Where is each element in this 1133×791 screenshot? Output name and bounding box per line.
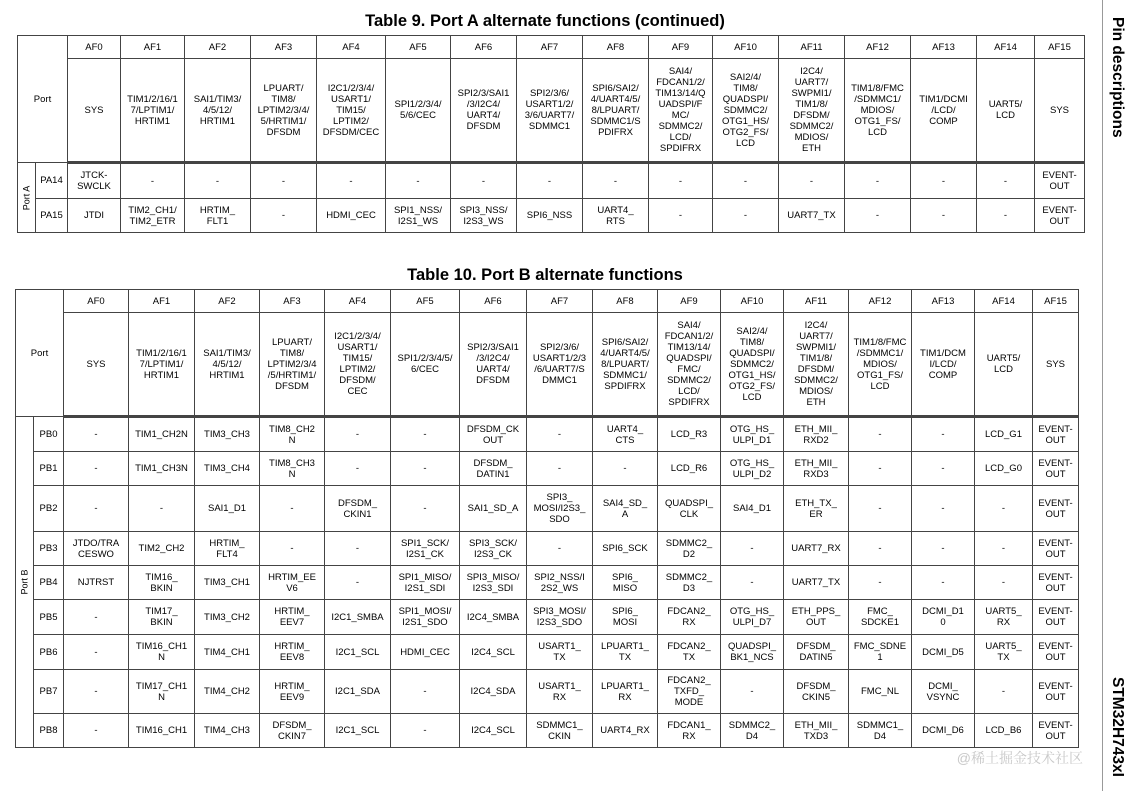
alternate-function-cell: SPI3_ MOSI/I2S3_ SDO	[527, 486, 593, 532]
alternate-function-cell: SPI2_NSS/I 2S2_WS	[527, 566, 593, 600]
alternate-function-cell: DFSDM_ CKIN5	[784, 670, 849, 714]
alternate-function-cell: -	[527, 532, 593, 566]
alternate-function-cell: -	[912, 532, 975, 566]
alternate-function-cell: HRTIM_ EEV7	[260, 600, 325, 635]
alternate-function-cell: -	[325, 417, 391, 452]
af-peripheral-list: SPI6/SAI2/ 4/UART4/5/ 8/LPUART/ SDMMC1/S PDIFRX	[583, 59, 649, 163]
alternate-function-cell: SDMMC1_ CKIN	[527, 714, 593, 748]
alternate-function-cell: EVENT- OUT	[1033, 486, 1079, 532]
pin-name: PB6	[34, 635, 64, 670]
pin-name: PB0	[34, 417, 64, 452]
alternate-function-cell: I2C1_SDA	[325, 670, 391, 714]
alternate-function-cell: -	[845, 199, 911, 233]
alternate-function-cell: SAI4_D1	[721, 486, 784, 532]
alternate-function-cell: QUADSPI_ BK1_NCS	[721, 635, 784, 670]
alternate-function-cell: -	[912, 417, 975, 452]
port-header: Port	[16, 290, 64, 417]
alternate-function-cell: I2C1_SMBA	[325, 600, 391, 635]
alternate-function-cell: LCD_R6	[658, 452, 721, 486]
alternate-function-cell: TIM1_CH3N	[129, 452, 195, 486]
af-peripheral-list: SPI2/3/6/ USART1/2/3 /6/UART7/S DMMC1	[527, 313, 593, 417]
alternate-function-cell: NJTRST	[64, 566, 129, 600]
alternate-function-cell: -	[129, 486, 195, 532]
port-group-text: Port B	[19, 569, 29, 595]
alternate-function-cell: SPI1_MOSI/ I2S1_SDO	[391, 600, 460, 635]
alternate-function-cell: -	[391, 417, 460, 452]
alternate-function-cell: I2C4_SDA	[460, 670, 527, 714]
alternate-function-cell: SAI4_SD_ A	[593, 486, 658, 532]
af-peripheral-list: SPI2/3/SAI1 /3/I2C4/ UART4/ DFSDM	[451, 59, 517, 163]
alternate-function-cell: -	[64, 417, 129, 452]
af-column-header: AF12	[845, 36, 911, 59]
alternate-function-cell: HDMI_CEC	[391, 635, 460, 670]
af-column-header: AF5	[391, 290, 460, 313]
alternate-function-cell: -	[391, 714, 460, 748]
af-column-header: AF1	[129, 290, 195, 313]
alternate-function-cell: -	[713, 163, 779, 199]
alternate-function-cell: EVENT- OUT	[1033, 452, 1079, 486]
alternate-function-cell: -	[721, 532, 784, 566]
af-peripheral-list: UART5/ LCD	[975, 313, 1033, 417]
alternate-function-cell: SPI1_MISO/ I2S1_SDI	[391, 566, 460, 600]
alternate-function-cell: -	[912, 486, 975, 532]
alternate-function-cell: TIM8_CH2 N	[260, 417, 325, 452]
alternate-function-cell: SPI1_NSS/ I2S1_WS	[386, 199, 451, 233]
alternate-function-cell: FDCAN2_ TXFD_ MODE	[658, 670, 721, 714]
alternate-function-cell: -	[721, 566, 784, 600]
pin-name: PB7	[34, 670, 64, 714]
alternate-function-cell: -	[975, 566, 1033, 600]
part-number: STM32H743xI	[1109, 677, 1126, 777]
alternate-function-cell: -	[64, 670, 129, 714]
pin-name: PB8	[34, 714, 64, 748]
pin-row	[18, 199, 1085, 233]
af-column-header: AF9	[649, 36, 713, 59]
alternate-function-cell: JTDI	[68, 199, 121, 233]
alternate-function-cell: SPI3_MISO/ I2S3_SDI	[460, 566, 527, 600]
alternate-function-cell: UART7_TX	[779, 199, 845, 233]
alternate-function-cell: -	[977, 199, 1035, 233]
af-peripheral-list: SYS	[1033, 313, 1079, 417]
alternate-function-cell: DFSDM_CK OUT	[460, 417, 527, 452]
alternate-function-cell: OTG_HS_ ULPI_D2	[721, 452, 784, 486]
alternate-function-cell: -	[849, 532, 912, 566]
af-peripheral-list: SPI2/3/6/ USART1/2/ 3/6/UART7/ SDMMC1	[517, 59, 583, 163]
alternate-function-cell: UART5_ RX	[975, 600, 1033, 635]
af-column-header: AF8	[593, 290, 658, 313]
alternate-function-cell: -	[849, 486, 912, 532]
alternate-function-cell: DFSDM_ CKIN1	[325, 486, 391, 532]
af-peripheral-list: SAI2/4/ TIM8/ QUADSPI/ SDMMC2/ OTG1_HS/ OTG2_FS/ LCD	[721, 313, 784, 417]
alternate-function-cell: UART4_RX	[593, 714, 658, 748]
alternate-function-cell: DFSDM_ DATIN1	[460, 452, 527, 486]
alternate-function-cell: DFSDM_ CKIN7	[260, 714, 325, 748]
alternate-function-cell: -	[975, 532, 1033, 566]
alternate-function-cell: SPI6_ MISO	[593, 566, 658, 600]
alternate-function-cell: -	[911, 163, 977, 199]
af-column-header: AF13	[912, 290, 975, 313]
pin-row	[16, 714, 1079, 748]
alternate-function-cell: -	[391, 452, 460, 486]
alternate-function-cell: TIM3_CH2	[195, 600, 260, 635]
af-column-header: AF11	[779, 36, 845, 59]
alternate-function-cell: TIM8_CH3 N	[260, 452, 325, 486]
af-column-header: AF3	[251, 36, 317, 59]
alternate-function-cell: -	[64, 486, 129, 532]
alternate-function-cell: SDMMC1_ D4	[849, 714, 912, 748]
alternate-function-cell: TIM4_CH3	[195, 714, 260, 748]
alternate-function-cell: -	[593, 452, 658, 486]
alternate-function-cell: TIM16_CH1	[129, 714, 195, 748]
port-group-label	[16, 417, 34, 748]
alternate-function-cell: -	[121, 163, 185, 199]
alternate-function-cell: I2C1_SCL	[325, 714, 391, 748]
alternate-function-cell: TIM3_CH4	[195, 452, 260, 486]
alternate-function-cell: TIM3_CH3	[195, 417, 260, 452]
af-column-header: AF10	[713, 36, 779, 59]
af-peripheral-list: I2C4/ UART7/ SWPMI1/ TIM1/8/ DFSDM/ SDMMC2/ MDIOS/ ETH	[779, 59, 845, 163]
table9-title: Table 9. Port A alternate functions (continued)	[365, 12, 725, 30]
alternate-function-cell: EVENT- OUT	[1033, 532, 1079, 566]
alternate-function-cell: -	[64, 600, 129, 635]
alternate-function-cell: OTG_HS_ ULPI_D1	[721, 417, 784, 452]
alternate-function-cell: -	[260, 532, 325, 566]
alternate-function-cell: LPUART1_ TX	[593, 635, 658, 670]
alternate-function-cell: -	[64, 635, 129, 670]
port-header: Port	[18, 36, 68, 163]
alternate-function-cell: FMC_NL	[849, 670, 912, 714]
pin-row	[16, 635, 1079, 670]
alternate-function-cell: USART1_ TX	[527, 635, 593, 670]
af-peripheral-list: SAI1/TIM3/ 4/5/12/ HRTIM1	[185, 59, 251, 163]
alternate-function-cell: SDMMC2_ D4	[721, 714, 784, 748]
af-peripheral-list: I2C1/2/3/4/ USART1/ TIM15/ LPTIM2/ DFSDM/CEC	[317, 59, 386, 163]
alternate-function-cell: -	[317, 163, 386, 199]
alternate-function-cell: I2C4_SCL	[460, 635, 527, 670]
alternate-function-cell: -	[649, 199, 713, 233]
alternate-function-cell: USART1_ RX	[527, 670, 593, 714]
alternate-function-cell: FDCAN1_ RX	[658, 714, 721, 748]
af-peripheral-list: TIM1/2/16/1 7/LPTIM1/ HRTIM1	[121, 59, 185, 163]
alternate-function-cell: EVENT- OUT	[1035, 163, 1085, 199]
af-peripheral-list: SAI4/ FDCAN1/2/ TIM13/14/Q UADSPI/F MC/ SDMMC2/ LCD/ SPDIFRX	[649, 59, 713, 163]
af-peripheral-list: I2C1/2/3/4/ USART1/ TIM15/ LPTIM2/ DFSDM/ CEC	[325, 313, 391, 417]
af-peripheral-list: SAI1/TIM3/ 4/5/12/ HRTIM1	[195, 313, 260, 417]
alternate-function-cell: -	[849, 566, 912, 600]
af-peripheral-list: SPI1/2/3/4/ 5/6/CEC	[386, 59, 451, 163]
pin-name: PA15	[36, 199, 68, 233]
watermark: @稀土掘金技术社区	[956, 750, 1083, 766]
af-column-header: AF4	[325, 290, 391, 313]
af-column-header: AF3	[260, 290, 325, 313]
alternate-function-cell: -	[325, 452, 391, 486]
alternate-function-cell: EVENT- OUT	[1033, 566, 1079, 600]
alternate-function-cell: QUADSPI_ CLK	[658, 486, 721, 532]
alternate-function-cell: -	[185, 163, 251, 199]
alternate-function-cell: DCMI_ VSYNC	[912, 670, 975, 714]
pin-row	[16, 600, 1079, 635]
af-peripheral-list: TIM1/DCMI /LCD/ COMP	[911, 59, 977, 163]
alternate-function-cell: HRTIM_ EEV8	[260, 635, 325, 670]
alternate-function-cell: HRTIM_ FLT1	[185, 199, 251, 233]
alternate-function-cell: OTG_HS_ ULPI_D7	[721, 600, 784, 635]
alternate-function-cell: -	[325, 566, 391, 600]
alternate-function-cell: -	[391, 670, 460, 714]
alternate-function-cell: EVENT- OUT	[1033, 600, 1079, 635]
alternate-function-cell: -	[517, 163, 583, 199]
alternate-function-cell: UART7_RX	[784, 532, 849, 566]
af-column-header: AF2	[195, 290, 260, 313]
port-b-table	[15, 289, 1079, 748]
af-column-header: AF7	[527, 290, 593, 313]
alternate-function-cell: -	[977, 163, 1035, 199]
af-column-header: AF0	[64, 290, 129, 313]
alternate-function-cell: -	[386, 163, 451, 199]
alternate-function-cell: UART4_ CTS	[593, 417, 658, 452]
af-peripheral-list: UART5/ LCD	[977, 59, 1035, 163]
af-peripheral-list: I2C4/ UART7/ SWPMI1/ TIM1/8/ DFSDM/ SDMMC2/ MDIOS/ ETH	[784, 313, 849, 417]
af-column-header: AF7	[517, 36, 583, 59]
af-peripheral-list: SPI2/3/SAI1 /3/I2C4/ UART4/ DFSDM	[460, 313, 527, 417]
af-peripheral-list: TIM1/2/16/1 7/LPTIM1/ HRTIM1	[129, 313, 195, 417]
alternate-function-cell: I2C4_SCL	[460, 714, 527, 748]
alternate-function-cell: ETH_MII_ RXD2	[784, 417, 849, 452]
af-column-header: AF0	[68, 36, 121, 59]
alternate-function-cell: TIM17_ BKIN	[129, 600, 195, 635]
pin-row	[16, 532, 1079, 566]
alternate-function-cell: DFSDM_ DATIN5	[784, 635, 849, 670]
alternate-function-cell: -	[721, 670, 784, 714]
alternate-function-cell: -	[527, 417, 593, 452]
alternate-function-cell: -	[325, 532, 391, 566]
alternate-function-cell: SAI1_SD_A	[460, 486, 527, 532]
alternate-function-cell: ETH_MII_ TXD3	[784, 714, 849, 748]
port-a-table	[17, 35, 1085, 233]
alternate-function-cell: -	[975, 486, 1033, 532]
alternate-function-cell: -	[649, 163, 713, 199]
port-group-label	[18, 163, 36, 233]
alternate-function-cell: SPI6_NSS	[517, 199, 583, 233]
alternate-function-cell: TIM2_CH2	[129, 532, 195, 566]
alternate-function-cell: HDMI_CEC	[317, 199, 386, 233]
af-column-header: AF6	[460, 290, 527, 313]
alternate-function-cell: UART5_ TX	[975, 635, 1033, 670]
af-column-header: AF14	[975, 290, 1033, 313]
alternate-function-cell: FMC_ SDCKE1	[849, 600, 912, 635]
alternate-function-cell: I2C4_SMBA	[460, 600, 527, 635]
alternate-function-cell: -	[849, 452, 912, 486]
alternate-function-cell: -	[912, 566, 975, 600]
af-column-header: AF12	[849, 290, 912, 313]
af-column-header: AF9	[658, 290, 721, 313]
pin-row	[16, 566, 1079, 600]
pin-name: PB2	[34, 486, 64, 532]
alternate-function-cell: TIM1_CH2N	[129, 417, 195, 452]
alternate-function-cell: -	[911, 199, 977, 233]
alternate-function-cell: -	[912, 452, 975, 486]
af-column-header: AF6	[451, 36, 517, 59]
alternate-function-cell: -	[527, 452, 593, 486]
alternate-function-cell: -	[849, 417, 912, 452]
pin-row	[16, 670, 1079, 714]
af-peripheral-list: SPI6/SAI2/ 4/UART4/5/ 8/LPUART/ SDMMC1/ SPDIFRX	[593, 313, 658, 417]
alternate-function-cell: JTCK- SWCLK	[68, 163, 121, 199]
alternate-function-cell: UART7_TX	[784, 566, 849, 600]
af-peripheral-list: SYS	[1035, 59, 1085, 163]
alternate-function-cell: DCMI_D6	[912, 714, 975, 748]
af-column-header: AF10	[721, 290, 784, 313]
alternate-function-cell: TIM2_CH1/ TIM2_ETR	[121, 199, 185, 233]
alternate-function-cell: HRTIM_ EEV9	[260, 670, 325, 714]
af-peripheral-list: SPI1/2/3/4/5/ 6/CEC	[391, 313, 460, 417]
af-column-header: AF15	[1035, 36, 1085, 59]
pin-row	[16, 417, 1079, 452]
alternate-function-cell: SPI1_SCK/ I2S1_CK	[391, 532, 460, 566]
af-peripheral-list: SAI2/4/ TIM8/ QUADSPI/ SDMMC2/ OTG1_HS/ OTG2_FS/ LCD	[713, 59, 779, 163]
alternate-function-cell: SPI6_ MOSI	[593, 600, 658, 635]
alternate-function-cell: TIM16_CH1 N	[129, 635, 195, 670]
alternate-function-cell: SPI3_SCK/ I2S3_CK	[460, 532, 527, 566]
alternate-function-cell: -	[583, 163, 649, 199]
pin-name: PB5	[34, 600, 64, 635]
pin-name: PB1	[34, 452, 64, 486]
alternate-function-cell: LCD_G0	[975, 452, 1033, 486]
alternate-function-cell: -	[64, 452, 129, 486]
alternate-function-cell: EVENT- OUT	[1033, 635, 1079, 670]
pin-name: PA14	[36, 163, 68, 199]
af-column-header: AF11	[784, 290, 849, 313]
alternate-function-cell: LCD_G1	[975, 417, 1033, 452]
alternate-function-cell: HRTIM_ FLT4	[195, 532, 260, 566]
pin-name: PB3	[34, 532, 64, 566]
af-column-header: AF15	[1033, 290, 1079, 313]
alternate-function-cell: SAI1_D1	[195, 486, 260, 532]
alternate-function-cell: -	[779, 163, 845, 199]
alternate-function-cell: EVENT- OUT	[1033, 714, 1079, 748]
margin-divider	[1102, 0, 1103, 791]
alternate-function-cell: -	[391, 486, 460, 532]
alternate-function-cell: FDCAN2_ RX	[658, 600, 721, 635]
af-column-header: AF4	[317, 36, 386, 59]
af-peripheral-list: LPUART/ TIM8/ LPTIM2/3/4/ 5/HRTIM1/ DFSDM	[251, 59, 317, 163]
alternate-function-cell: -	[64, 714, 129, 748]
alternate-function-cell: ETH_MII_ RXD3	[784, 452, 849, 486]
pin-row	[16, 486, 1079, 532]
alternate-function-cell: SPI3_MOSI/ I2S3_SDO	[527, 600, 593, 635]
alternate-function-cell: TIM3_CH1	[195, 566, 260, 600]
alternate-function-cell: -	[251, 163, 317, 199]
alternate-function-cell: TIM17_CH1 N	[129, 670, 195, 714]
alternate-function-cell: EVENT- OUT	[1035, 199, 1085, 233]
af-peripheral-list: SYS	[68, 59, 121, 163]
alternate-function-cell: TIM16_ BKIN	[129, 566, 195, 600]
alternate-function-cell: SPI3_NSS/ I2S3_WS	[451, 199, 517, 233]
alternate-function-cell: FMC_SDNE 1	[849, 635, 912, 670]
af-peripheral-list: TIM1/DCM I/LCD/ COMP	[912, 313, 975, 417]
alternate-function-cell: TIM4_CH2	[195, 670, 260, 714]
pin-row	[16, 452, 1079, 486]
af-column-header: AF1	[121, 36, 185, 59]
alternate-function-cell: SDMMC2_ D2	[658, 532, 721, 566]
alternate-function-cell: -	[713, 199, 779, 233]
pin-name: PB4	[34, 566, 64, 600]
table10-title: Table 10. Port B alternate functions	[407, 266, 683, 284]
alternate-function-cell: SDMMC2_ D3	[658, 566, 721, 600]
af-column-header: AF5	[386, 36, 451, 59]
alternate-function-cell: LCD_R3	[658, 417, 721, 452]
alternate-function-cell: EVENT- OUT	[1033, 670, 1079, 714]
af-peripheral-list: TIM1/8/FMC /SDMMC1/ MDIOS/ OTG1_FS/ LCD	[845, 59, 911, 163]
af-column-header: AF8	[583, 36, 649, 59]
af-peripheral-list: SAI4/ FDCAN1/2/ TIM13/14/ QUADSPI/ FMC/ SDMMC2/ LCD/ SPDIFRX	[658, 313, 721, 417]
alternate-function-cell: FDCAN2_ TX	[658, 635, 721, 670]
alternate-function-cell: ETH_PPS_ OUT	[784, 600, 849, 635]
alternate-function-cell: DCMI_D1 0	[912, 600, 975, 635]
alternate-function-cell: ETH_TX_ ER	[784, 486, 849, 532]
alternate-function-cell: HRTIM_EE V6	[260, 566, 325, 600]
af-peripheral-list: LPUART/ TIM8/ LPTIM2/3/4 /5/HRTIM1/ DFSDM	[260, 313, 325, 417]
alternate-function-cell: -	[975, 670, 1033, 714]
alternate-function-cell: -	[451, 163, 517, 199]
pin-row	[18, 163, 1085, 199]
alternate-function-cell: -	[845, 163, 911, 199]
af-column-header: AF14	[977, 36, 1035, 59]
af-column-header: AF13	[911, 36, 977, 59]
alternate-function-cell: UART4_ RTS	[583, 199, 649, 233]
alternate-function-cell: LPUART1_ RX	[593, 670, 658, 714]
af-peripheral-list: TIM1/8/FMC /SDMMC1/ MDIOS/ OTG1_FS/ LCD	[849, 313, 912, 417]
alternate-function-cell: LCD_B6	[975, 714, 1033, 748]
alternate-function-cell: -	[260, 486, 325, 532]
alternate-function-cell: JTDO/TRA CESWO	[64, 532, 129, 566]
af-peripheral-list: SYS	[64, 313, 129, 417]
port-group-text: Port A	[21, 185, 31, 210]
alternate-function-cell: -	[251, 199, 317, 233]
section-heading: Pin descriptions	[1109, 17, 1126, 138]
alternate-function-cell: SPI6_SCK	[593, 532, 658, 566]
alternate-function-cell: TIM4_CH1	[195, 635, 260, 670]
alternate-function-cell: DCMI_D5	[912, 635, 975, 670]
alternate-function-cell: I2C1_SCL	[325, 635, 391, 670]
af-column-header: AF2	[185, 36, 251, 59]
alternate-function-cell: EVENT- OUT	[1033, 417, 1079, 452]
